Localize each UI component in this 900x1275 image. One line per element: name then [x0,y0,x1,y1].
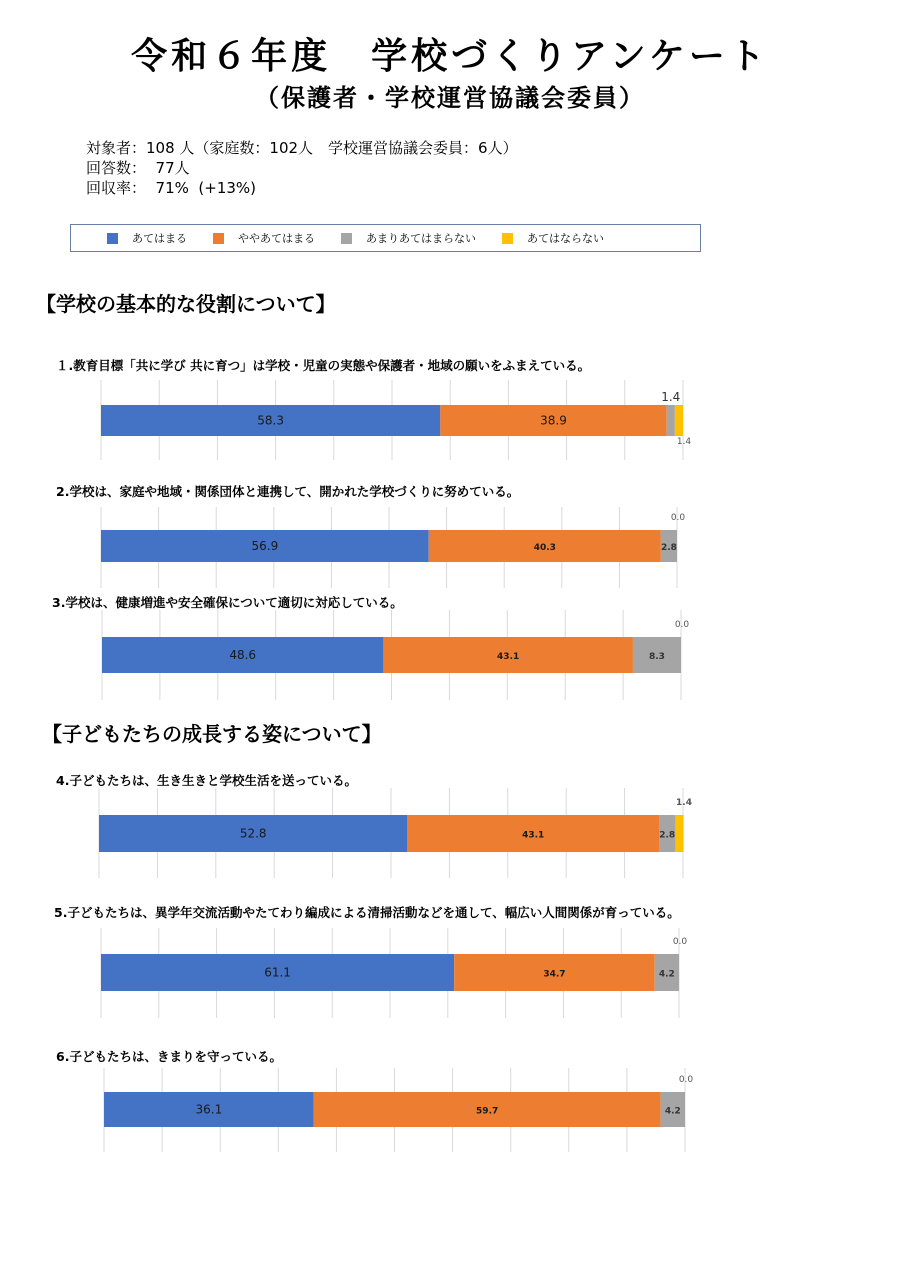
data-label-somewhat-disagree: 2.8 [660,543,677,553]
data-label-somewhat-agree: 43.1 [497,652,520,662]
page-subtitle: （保護者・学校運営協議会委員） [255,84,645,112]
data-label-agree: 48.6 [229,648,257,662]
data-label-agree: 56.9 [251,539,279,553]
data-label-somewhat-agree: 59.7 [476,1106,499,1117]
data-label-agree: 58.3 [257,413,285,428]
data-label-disagree: 1.4 [676,798,692,808]
question-6-text: 6.子どもたちは、きまりを守っている。 [56,1049,282,1064]
data-label-agree: 52.8 [239,826,267,841]
response-count: 回答数： 77人 [86,159,190,177]
data-label-somewhat-agree: 43.1 [522,830,545,841]
data-label-somewhat-agree: 38.9 [540,413,567,428]
data-label-disagree: 0.0 [674,620,690,630]
data-label-agree: 36.1 [195,1102,223,1117]
question-2-text: 2.学校は、家庭や地域・関係団体と連携して、開かれた学校づくりに努めている。 [56,484,520,499]
response-rate: 回収率： 71% (+13%) [86,179,257,197]
target-count: 対象者：108 人（家庭数：102人 学校運営協議会委員：6人） [86,139,518,157]
section-heading-basic-roles: 【学校の基本的な役割について】 [36,292,336,316]
data-label-somewhat-disagree: 4.2 [658,969,675,980]
data-label-disagree: 0.0 [672,937,688,947]
bar-segment-disagree [675,815,683,852]
data-label-somewhat-agree: 40.3 [533,543,556,553]
legend-label: あてはならない [527,232,604,245]
data-label-somewhat-disagree: 4.2 [664,1106,681,1117]
data-label-agree: 61.1 [264,965,291,980]
data-label-somewhat-disagree: 2.8 [659,830,676,841]
bar-segment-disagree [675,405,683,436]
page-title: 令和６年度 学校づくりアンケート [131,36,769,77]
data-label-somewhat-agree: 34.7 [543,969,566,980]
data-label-somewhat-disagree: 8.3 [648,652,665,662]
legend-label: あてはまる [132,232,187,245]
question-4-text: 4.子どもたちは、生き生きと学校生活を送っている。 [56,773,357,788]
data-label-disagree: 0.0 [670,513,686,523]
question-5-text: 5.子どもたちは、異学年交流活動やたてわり編成による清掃活動などを通して、幅広い人間関係が育っている。 [54,905,680,920]
legend-label: ややあてはまる [238,232,315,245]
question-3-text: 3.学校は、健康増進や安全確保について適切に対応している。 [52,595,403,610]
data-label-disagree: 1.4 [676,437,692,447]
bar-segment-somewhat-disagree [667,405,675,436]
data-label-somewhat-disagree: 1.4 [661,390,681,404]
question-1-text: １.教育目標「共に学び 共に育つ」は学校・児童の実態や保護者・地域の願いをふまえている。 [56,358,591,373]
data-label-disagree: 0.0 [678,1075,694,1085]
legend-label: あまりあてはまらない [366,232,476,245]
section-heading-child-growth: 【子どもたちの成長する姿について】 [42,722,382,746]
